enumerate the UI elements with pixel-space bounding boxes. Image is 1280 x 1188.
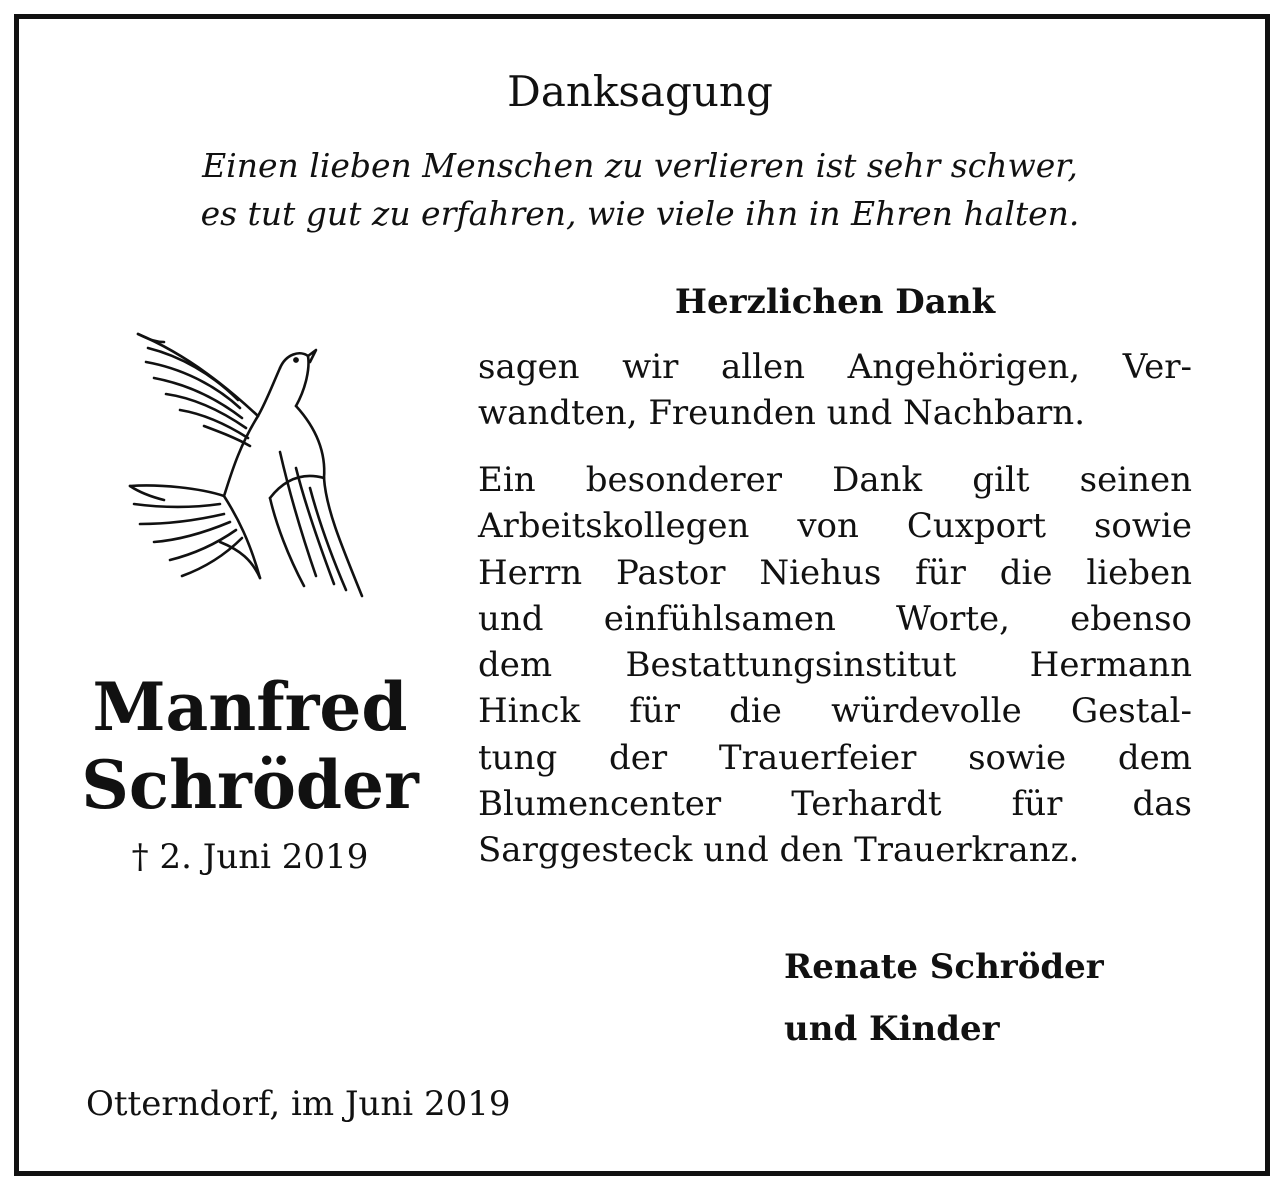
text-line: Arbeitskollegen von Cuxport sowie — [478, 506, 1192, 547]
last-name: Schröder — [81, 746, 419, 824]
text-line: Blumencenter Terhardt für das — [478, 784, 1192, 825]
place-date: Otterndorf, im Juni 2019 — [86, 1084, 511, 1124]
notice-heading: Danksagung — [507, 67, 773, 116]
signature — [784, 936, 1104, 1060]
thanks-title: Herzlichen Dank — [674, 282, 996, 322]
death-date: † 2. Juni 2019 — [131, 837, 369, 877]
text-line: Ein besonderer Dank gilt seinen — [478, 460, 1192, 500]
signature-line: und Kinder — [784, 1009, 1000, 1049]
first-name: Manfred — [92, 668, 408, 746]
motto-line: es tut gut zu erfahren, wie viele ihn in Ehren halten. — [200, 194, 1080, 233]
deceased-name — [60, 668, 440, 824]
text-line: tung der Trauerfeier sowie dem — [478, 737, 1192, 778]
text-line: Herrn Pastor Niehus für die lieben — [478, 552, 1192, 593]
text-line: Sarggesteck und den Trauerkranz. — [478, 830, 1080, 871]
text-line: und einfühlsamen Worte, ebenso — [478, 598, 1192, 639]
signature-line: Renate Schröder — [784, 947, 1104, 987]
thanks-paragraph — [478, 344, 1192, 437]
dove-icon — [120, 328, 370, 603]
motto-line: Einen lieben Menschen zu verlieren ist sehr schwer, — [202, 146, 1078, 185]
motto-quote — [0, 142, 1280, 238]
text-line: sagen wir allen Angehörigen, Ver- — [478, 347, 1192, 387]
text-line: dem Bestattungsinstitut Hermann — [478, 645, 1192, 686]
text-line: wandten, Freunden und Nachbarn. — [478, 393, 1086, 434]
text-line: Hinck für die würdevolle Gestal- — [478, 691, 1192, 732]
special-thanks-paragraph — [478, 457, 1192, 874]
